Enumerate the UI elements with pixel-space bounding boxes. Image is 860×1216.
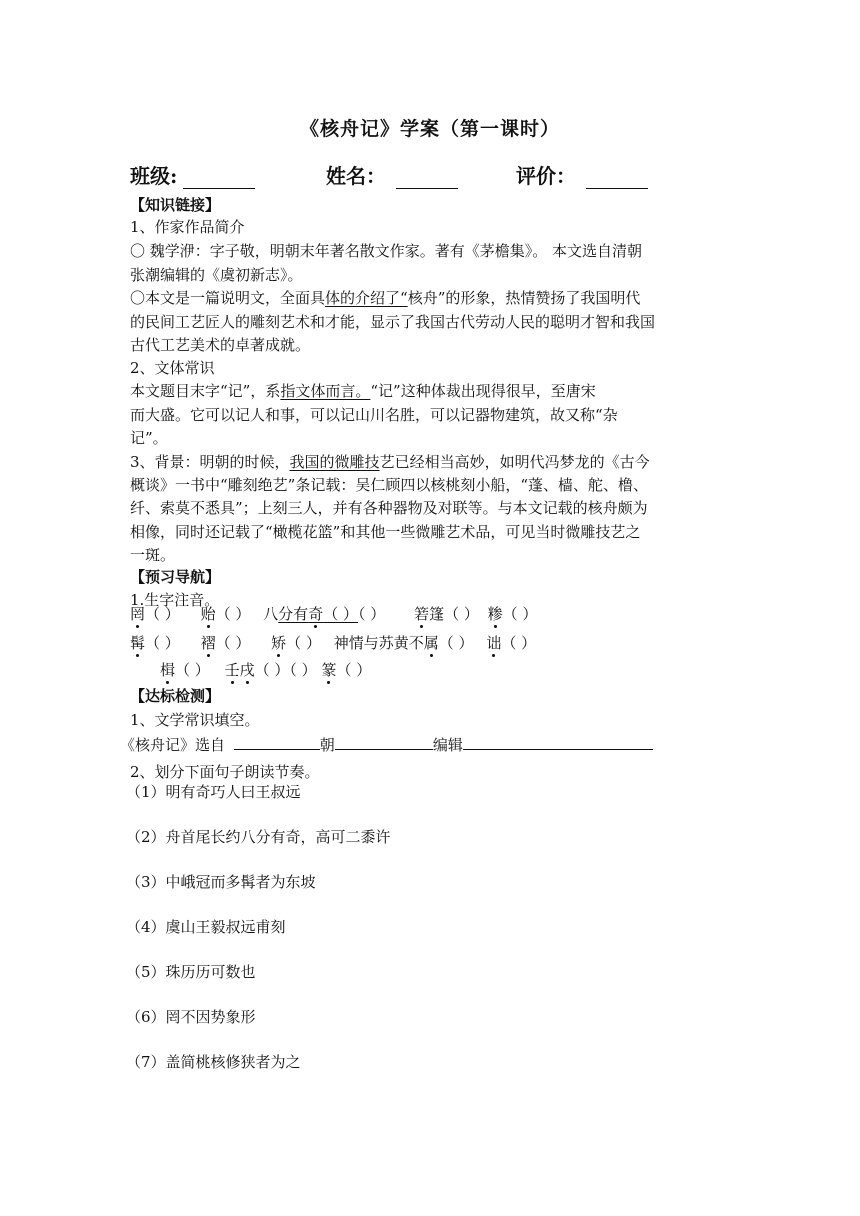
rhythm-item: （4）虞山王毅叔远甫刻 [126, 918, 286, 936]
author-intro-line: 张潮编辑的《虞初新志》。 [130, 266, 303, 284]
background-line [130, 451, 650, 473]
phrase-text: 神情与苏黄不 [333, 634, 424, 652]
page-title: 《核舟记》学案（第一课时） [299, 118, 560, 140]
pinyin-blank[interactable]: （ ） [501, 634, 537, 652]
genre-line: 记”。 [130, 429, 168, 447]
char-ran: 髯 [130, 634, 146, 652]
char-wang: 罔 [130, 605, 146, 623]
pinyin-blank[interactable]: （ ） [254, 661, 290, 679]
pinyin-blank[interactable]: （ ） [323, 605, 358, 623]
char-ji: 奇 [308, 605, 324, 623]
fill-text: 编辑 [432, 736, 463, 754]
summary-text: 〇本文是一篇说明文，全面具 [130, 289, 326, 307]
book-blank[interactable] [463, 733, 653, 750]
rhythm-item: （5）珠历历可数也 [126, 963, 256, 981]
char-yi: 贻 [200, 605, 216, 623]
editor-blank[interactable] [335, 733, 433, 750]
pinyin-blank[interactable]: （ ） [289, 661, 317, 679]
genre-text: 本文题目末字“记”，系 [130, 382, 281, 400]
char-ruo: 箬 [414, 605, 430, 623]
eval-label: 评价： [516, 164, 576, 188]
pinyin-blank[interactable]: （ ） [336, 661, 372, 679]
phrase-underlined-text: 分有 [278, 605, 309, 623]
class-blank[interactable] [183, 166, 255, 189]
summary-line: 的民间工艺匠人的雕刻艺术和才能，显示了我国古代劳动人民的聪明才智和我国 [130, 313, 656, 331]
test-question-2: 2、划分下面句子朗读节奏。 [130, 763, 320, 781]
pinyin-row-3 [160, 659, 371, 681]
rhythm-item: （1）明有奇巧人曰王叔远 [126, 783, 301, 801]
char-zhu: 属 [423, 634, 439, 652]
pinyin-row-1 [130, 603, 537, 625]
section-knowledge-heading: 【知识链接】 [130, 196, 221, 214]
class-label: 班级: [130, 164, 178, 188]
char-zhe: 褶 [200, 634, 216, 652]
char-shen: 糁 [487, 605, 503, 623]
test-question-1: 1、文学常识填空。 [130, 711, 260, 729]
pinyin-blank[interactable]: （ ） [286, 634, 321, 652]
summary-line [130, 287, 640, 309]
char-zhuan: 篆 [321, 661, 337, 679]
pinyin-blank[interactable]: （ ） [215, 634, 251, 652]
knowledge-subheading-author: 1、作家作品简介 [130, 218, 245, 236]
background-line: 相像，同时还记载了“橄榄花篮”和其他一些微雕艺术品，可见当时微雕技艺之 [130, 523, 641, 541]
rhythm-item: （2）舟首尾长约八分有奇，高可二黍许 [126, 828, 391, 846]
background-line: 纤、索莫不悉具”；上刻三人，并有各种器物及对联等。与本文记载的核舟颇为 [130, 499, 648, 517]
test-question-1-fill [120, 733, 653, 756]
name-field [326, 160, 458, 189]
phrase-text: 八 [263, 605, 279, 623]
dynasty-blank[interactable] [234, 733, 320, 750]
rhythm-item: （7）盖简桃核修狭者为之 [126, 1053, 301, 1071]
author-intro-line: 〇 魏学洢：字子敬，明朝末年著名散文作家。著有《茅檐集》。 本文选自清朝 [130, 242, 643, 260]
name-label: 姓名： [326, 164, 386, 188]
char-xu: 戌 [239, 661, 255, 679]
pinyin-blank[interactable]: （ ） [438, 634, 474, 652]
genre-text: “记”这种体裁出现得很早，至唐宋 [370, 382, 596, 400]
genre-line [130, 380, 596, 402]
char-qu: 诎 [486, 634, 502, 652]
background-line: 一斑。 [130, 546, 176, 564]
eval-blank[interactable] [586, 166, 648, 189]
char-peng: 篷 [429, 605, 445, 623]
pinyin-blank[interactable]: （ ） [145, 605, 180, 623]
pinyin-heading: 1.生字注音。 [130, 591, 220, 609]
genre-underlined-text: 指文体而言。 [280, 382, 371, 400]
name-blank[interactable] [396, 166, 458, 189]
char-ji-oar: 楫 [160, 661, 176, 679]
eval-field [516, 160, 648, 189]
summary-line: 古代工艺美术的卓著成就。 [130, 336, 311, 354]
char-jiao: 矫 [271, 634, 287, 652]
section-test-heading: 【达标检测】 [130, 687, 221, 705]
knowledge-subheading-genre: 2、文体常识 [130, 359, 215, 377]
genre-line: 而大盛。它可以记人和事，可以记山川名胜，可以记器物建筑，故又称“杂 [130, 406, 618, 424]
background-underlined-text: 我国的微雕技 [289, 453, 380, 471]
summary-text: 核舟”的形象，热情赞扬了我国明代 [407, 289, 641, 307]
background-text: 3、背景：明朝的时候， [130, 453, 290, 471]
rhythm-item: （6）罔不因势象形 [126, 1008, 256, 1026]
rhythm-item: （3）中峨冠而多髯者为东坡 [126, 873, 316, 891]
background-text: 艺已经相当高妙，如明代冯梦龙的《古今 [379, 453, 650, 471]
section-preview-heading: 【预习导航】 [130, 568, 221, 586]
pinyin-blank[interactable]: （ ） [215, 605, 251, 623]
class-field [130, 160, 255, 189]
pinyin-blank[interactable]: （ ） [357, 605, 386, 623]
pinyin-blank[interactable]: （ ） [444, 605, 479, 623]
pinyin-blank[interactable]: （ ） [175, 661, 210, 679]
pinyin-row-2 [130, 632, 536, 654]
pinyin-blank[interactable]: （ ） [145, 634, 180, 652]
background-line: 概谈》一书中“雕刻绝艺”条记载：吴仁顾四以核桃刻小船，“蓬、樯、舵、橹、 [130, 476, 649, 494]
fill-text: 朝 [319, 736, 335, 754]
pinyin-blank[interactable]: （ ） [502, 605, 538, 623]
char-ren: 壬 [224, 661, 240, 679]
fill-text: 《核舟记》选自 [120, 736, 226, 754]
summary-underlined-text: 体的介绍了“ [325, 289, 408, 307]
